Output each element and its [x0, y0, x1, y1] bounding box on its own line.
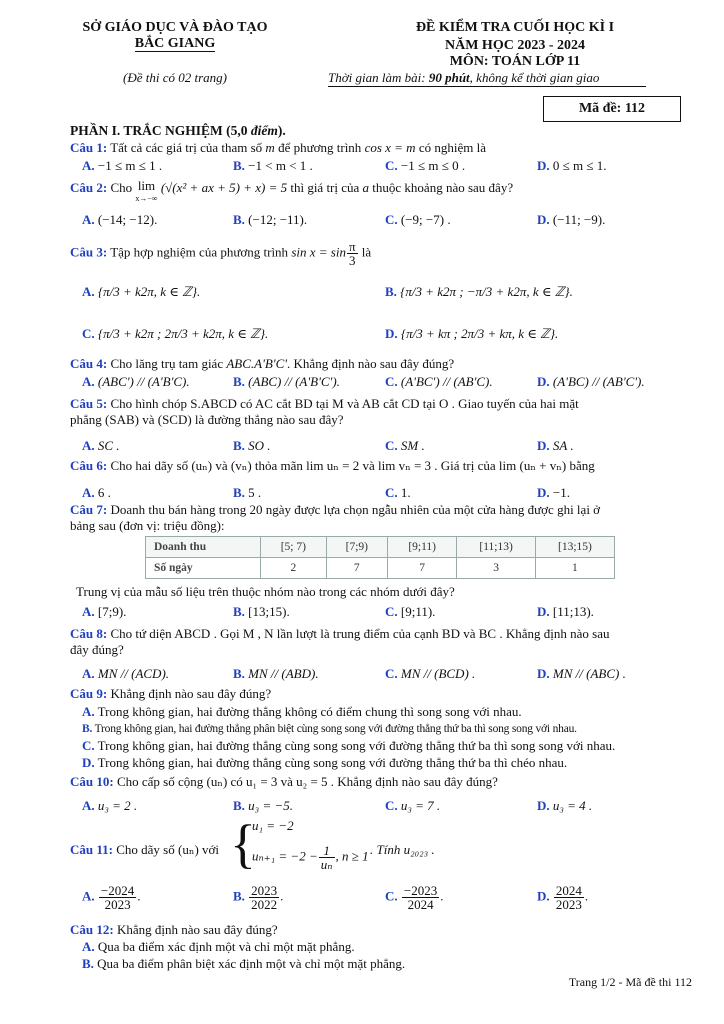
q4-option-a[interactable]: A. (ABC') // (A'B'C). [82, 374, 190, 389]
table-cell: [13;15) [535, 537, 614, 558]
q8-option-d[interactable]: D. MN // (ABC) . [537, 666, 626, 681]
page-footer: Trang 1/2 - Mã đề thi 112 [568, 975, 692, 989]
table-cell: 3 [457, 558, 535, 579]
table-row [146, 558, 615, 579]
q7-option-b[interactable]: B. [13;15). [233, 604, 290, 619]
q3-option-c[interactable]: C. {π/3 + k2π ; 2π/3 + k2π, k ∈ ℤ}. [82, 326, 269, 341]
q5-option-c[interactable]: C. SM . [385, 438, 425, 453]
q9-option-a[interactable]: A. Trong không gian, hai đường thẳng không có điểm chung thì song song với nhau. [82, 704, 522, 719]
subject: MÔN: TOÁN LỚP 11 [449, 54, 581, 69]
q5-option-b[interactable]: B. SO . [233, 438, 271, 453]
sales-table [145, 536, 615, 579]
q11-option-a[interactable]: A. $\frac{-2024}{2023}$ . [82, 883, 141, 912]
school-year: NĂM HỌC 2023 - 2024 [445, 38, 585, 53]
q4-option-d[interactable]: D. (A'BC) // (AB'C'). [537, 374, 645, 389]
part-title: PHẦN I. TRẮC NGHIỆM (5,0 điểm). [70, 123, 286, 138]
table-cell: [11;13) [457, 537, 535, 558]
q12-option-b[interactable]: B. Qua ba điểm phân biệt xác định một và chỉ một mặt phẳng. [82, 956, 406, 971]
q10-option-a[interactable]: A. u₃ = 2 . [82, 798, 138, 813]
system-line-2: uₙ₊₁ = −2 − $\frac{1}{\text{uₙ}}$ , n ≥ 1 [252, 843, 369, 872]
q6-option-c[interactable]: C. 1. [385, 485, 411, 500]
q2-option-a[interactable]: A. (−14; −12). [82, 212, 158, 227]
table-cell: [7;9) [326, 537, 387, 558]
q2-option-c[interactable]: C. (−9; −7) . [385, 212, 451, 227]
q11-tail: . Tính u₂₀₂₃ . [370, 842, 435, 857]
province-name: BẮC GIANG [134, 36, 216, 51]
q10-option-b[interactable]: B. u₃ = −5. [233, 798, 293, 813]
exam-title: ĐỀ KIỂM TRA CUỐI HỌC KÌ I [415, 20, 615, 35]
question-4: Câu 4: Cho lăng trụ tam giác ABC.A'B'C'. Khẳng định nào sau đây đúng? [70, 356, 455, 371]
q8-option-a[interactable]: A. MN // (ACD). [82, 666, 170, 681]
time-allowed: Thời gian làm bài: 90 phút, không kể thời gian giao [328, 70, 646, 87]
question-7: Câu 7: Doanh thu bán hàng trong 20 ngày được lựa chọn ngẫu nhiên của một cửa hàng được ghi lại ở bảng sau (đơn vị: triệu đồng): [70, 502, 601, 533]
exam-code: Mã đề: 112 [543, 96, 681, 122]
recurrence-system [230, 814, 370, 878]
table-cell: 7 [387, 558, 457, 579]
q6-option-d[interactable]: D. −1. [537, 485, 570, 500]
q5-option-a[interactable]: A. SC . [82, 438, 120, 453]
q6-option-b[interactable]: B. 5 . [233, 485, 262, 500]
department-name: SỞ GIÁO DỤC VÀ ĐÀO TẠO [82, 20, 268, 35]
table-cell: Số ngày [146, 558, 261, 579]
q9-option-d[interactable]: D. Trong không gian, hai đường thẳng cùng song song với đường thẳng thứ ba thì chéo nhau. [82, 755, 568, 770]
q7-option-c[interactable]: C. [9;11). [385, 604, 436, 619]
table-row [146, 537, 615, 558]
brace-icon: { [230, 814, 256, 874]
q6-option-a[interactable]: A. 6 . [82, 485, 111, 500]
q3-option-d[interactable]: D. {π/3 + kπ ; 2π/3 + kπ, k ∈ ℤ}. [385, 326, 559, 341]
q5-option-d[interactable]: D. SA . [537, 438, 574, 453]
q4-option-b[interactable]: B. (ABC) // (A'B'C'). [233, 374, 340, 389]
q7-option-a[interactable]: A. [7;9). [82, 604, 127, 619]
table-cell: Doanh thu [146, 537, 261, 558]
q1-option-b[interactable]: B. −1 < m < 1 . [233, 158, 313, 173]
q2-option-d[interactable]: D. (−11; −9). [537, 212, 606, 227]
q12-option-a[interactable]: A. Qua ba điểm xác định một và chỉ một mặt phẳng. [82, 939, 355, 954]
q10-option-d[interactable]: D. u₃ = 4 . [537, 798, 593, 813]
q1-option-a[interactable]: A. −1 ≤ m ≤ 1 . [82, 158, 163, 173]
question-1: Câu 1: Tất cả các giá trị của tham số m để phương trình cos x = m có nghiệm là [70, 140, 486, 155]
question-9: Câu 9: Khẳng định nào sau đây đúng? [70, 686, 272, 701]
q1-option-d[interactable]: D. 0 ≤ m ≤ 1. [537, 158, 607, 173]
table-cell: [9;11) [387, 537, 457, 558]
q7-option-d[interactable]: D. [11;13). [537, 604, 594, 619]
q7-question-text: Trung vị của mẫu số liệu trên thuộc nhóm nào trong các nhóm dưới đây? [76, 584, 455, 599]
pages-note: (Đề thi có 02 trang) [123, 70, 227, 85]
q4-option-c[interactable]: C. (A'BC') // (AB'C). [385, 374, 493, 389]
q9-option-c[interactable]: C. Trong không gian, hai đường thẳng cùng song song với đường thẳng thứ ba thì song song với nhau. [82, 738, 616, 753]
q2-option-b[interactable]: B. (−12; −11). [233, 212, 308, 227]
q8-option-c[interactable]: C. MN // (BCD) . [385, 666, 476, 681]
system-line-1: u₁ = −2 [252, 818, 294, 833]
table-cell: 1 [535, 558, 614, 579]
question-5: Câu 5: Cho hình chóp S.ABCD có AC cắt BD tại M và AB cắt CD tại O . Giao tuyến của hai mặt phẳng (SAB) và (SCD) là đường thẳng nào sau đây? [70, 396, 579, 427]
question-11: Câu 11: Cho dãy số (uₙ) với [70, 842, 220, 857]
question-8: Câu 8: Cho tứ diện ABCD . Gọi M , N lần lượt là trung điểm của cạnh BD và BC . Khẳng định nào sau đây đúng? [70, 626, 610, 657]
question-10: Câu 10: Cho cấp số cộng (uₙ) có u₁ = 3 và u₂ = 5 . Khẳng định nào sau đây đúng? [70, 774, 498, 789]
question-12: Câu 12: Khẳng định nào sau đây đúng? [70, 922, 278, 937]
q11-option-c[interactable]: C. $\frac{-2023}{2024}$ . [385, 883, 444, 912]
table-cell: 2 [261, 558, 327, 579]
question-3: Câu 3: Tập hợp nghiệm của phương trình sin x = sin $\frac{\pi}{3}$ là [70, 239, 372, 268]
table-cell: 7 [326, 558, 387, 579]
table-cell: [5; 7) [261, 537, 327, 558]
question-6: Câu 6: Cho hai dãy số (uₙ) và (vₙ) thỏa mãn lim uₙ = 2 và lim vₙ = 3 . Giá trị của lim (uₙ + vₙ) bằng [70, 458, 595, 473]
q8-option-b[interactable]: B. MN // (ABD). [233, 666, 319, 681]
q10-option-c[interactable]: C. u₃ = 7 . [385, 798, 441, 813]
q3-option-a[interactable]: A. {π/3 + k2π, k ∈ ℤ}. [82, 284, 201, 299]
q11-option-d[interactable]: D. $\frac{2024}{2023}$ . [537, 883, 589, 912]
q9-option-b[interactable]: B. Trong không gian, hai đường thẳng phân biệt cùng song song với đường thẳng thứ ba thì song song với nhau. [82, 723, 577, 735]
q1-option-c[interactable]: C. −1 ≤ m ≤ 0 . [385, 158, 466, 173]
q3-option-b[interactable]: B. {π/3 + k2π ; −π/3 + k2π, k ∈ ℤ}. [385, 284, 573, 299]
q11-option-b[interactable]: B. $\frac{2023}{2022}$ . [233, 883, 284, 912]
question-2: Câu 2: Cho lim x→−∞ (√(x² + ax + 5) + x) = 5 thì giá trị của a thuộc khoảng nào sau đây? [70, 178, 514, 203]
